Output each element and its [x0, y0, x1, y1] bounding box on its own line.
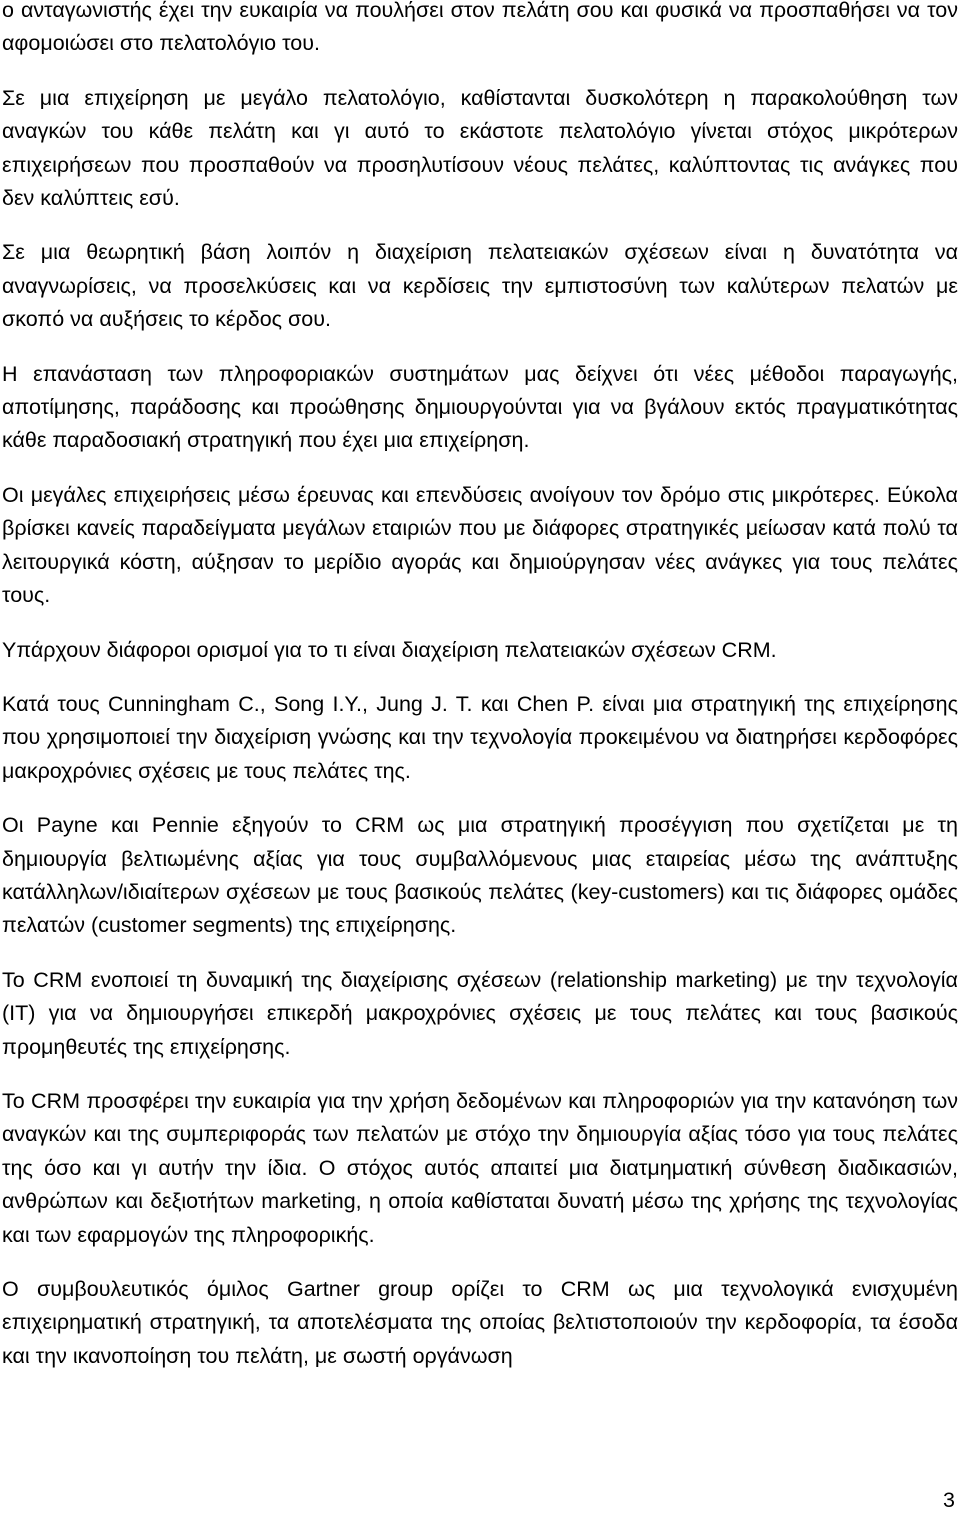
- paragraph-6: Υπάρχουν διάφοροι ορισμοί για το τι είναι διαχείριση πελατειακών σχέσεων CRM.: [2, 637, 777, 662]
- paragraph-5: Οι μεγάλες επιχειρήσεις μέσω έρευνας και επενδύσεις ανοίγουν τον δρόμο στις μικρότερες. Εύκολα βρίσκει κανείς παραδείγματα μεγάλων εταιριών που με διάφορες στρατηγικές μείωσαν κατά πολύ τα λειτουργικά κόστη, αύξησαν το μερίδιο αγοράς και δημιούργησαν νέες ανάγκες για τους πελάτες τους.: [2, 482, 958, 608]
- page-number: 3: [943, 1488, 955, 1512]
- paragraph-4: Η επανάσταση των πληροφοριακών συστημάτων μας δείχνει ότι νέες μέθοδοι παραγωγής, αποτίμησης, παράδοσης και προώθησης δημιουργούνται για να βγάλουν εκτός πραγματικότητας κάθε παραδοσιακή στρατηγική που έχει μια επιχείρηση.: [2, 361, 958, 453]
- paragraph-8: Οι Payne και Pennie εξηγούν το CRM ως μια στρατηγική προσέγγιση που σχετίζεται με τη δημιουργία βελτιωμένης αξίας για τους συμβαλλόμενους μιας εταιρείας μέσω της ανάπτυξης κατάλληλων/ιδιαίτερων σχέσεων με τους βασικούς πελάτες (key-customers) και τις διάφορες ομάδες πελατών (customer segments) της επιχείρησης.: [2, 813, 958, 938]
- paragraph-11: Ο συμβουλευτικός όμιλος Gartner group ορίζει το CRM ως μια τεχνολογικά ενισχυμένη επιχειρηματική στρατηγική, τα αποτελέσματα της οποίας βελτιστοποιούν την κερδοφορία, τα έσοδα και την ικανοποίηση του πελάτη, με σωστή οργάνωση: [2, 1277, 958, 1368]
- paragraph-2: Σε μια επιχείρηση με μεγάλο πελατολόγιο, καθίστανται δυσκολότερη η παρακολούθηση των αναγκών του κάθε πελάτη και γι αυτό το εκάστοτε πελατολόγιο γίνεται στόχος μικρότερων επιχειρήσεων που προσπαθούν να προσηλυτίσουν νέους πελάτες, καλύπτοντας τις ανάγκες που δεν καλύπτεις εσύ.: [2, 85, 958, 211]
- paragraph-7: Κατά τους Cunningham C., Song I.Y., Jung J. T. και Chen P. είναι μια στρατηγική της επιχείρησης που χρησιμοποιεί την διαχείριση γνώσης και την τεχνολογία προκειμένου να διατηρήσει κερδοφόρες μακροχρόνιες σχέσεις με τους πελάτες της.: [2, 691, 958, 783]
- paragraph-9: Το CRM ενοποιεί τη δυναμική της διαχείρισης σχέσεων (relationship marketing) με την τεχνολογία (IT) για να δημιουργήσει επικερδή μακροχρόνιες σχέσεις με τους πελάτες και τους βασικούς προμηθευτές της επιχείρησης.: [2, 967, 958, 1059]
- paragraph-3: Σε μια θεωρητική βάση λοιπόν η διαχείριση πελατειακών σχέσεων είναι η δυνατότητα να αναγνωρίσεις, να προσελκύσεις και να κερδίσεις την εμπιστοσύνη των καλύτερων πελατών με σκοπό να αυξήσεις το κέρδος σου.: [2, 240, 958, 332]
- paragraph-1: ο ανταγωνιστής έχει την ευκαιρία να πουλήσει στον πελάτη σου και φυσικά να προσπαθήσει να τον αφομοιώσει στο πελατολόγιο του.: [2, 0, 958, 56]
- paragraph-10: Το CRM προσφέρει την ευκαιρία για την χρήση δεδομένων και πληροφοριών για την κατανόηση των αναγκών και της συμπεριφοράς των πελατών με στόχο την δημιουργία αξίας τόσο για τους πελάτες της όσο και γι αυτήν την ίδια. Ο στόχος αυτός απαιτεί μια διατμηματική σύνθεση διαδικασιών, ανθρώπων και δεξιοτήτων marketing, η οποία καθίσταται δυνατή μέσω της χρήσης της τεχνολογίας και των εφαρμογών της πληροφορικής.: [2, 1088, 958, 1247]
